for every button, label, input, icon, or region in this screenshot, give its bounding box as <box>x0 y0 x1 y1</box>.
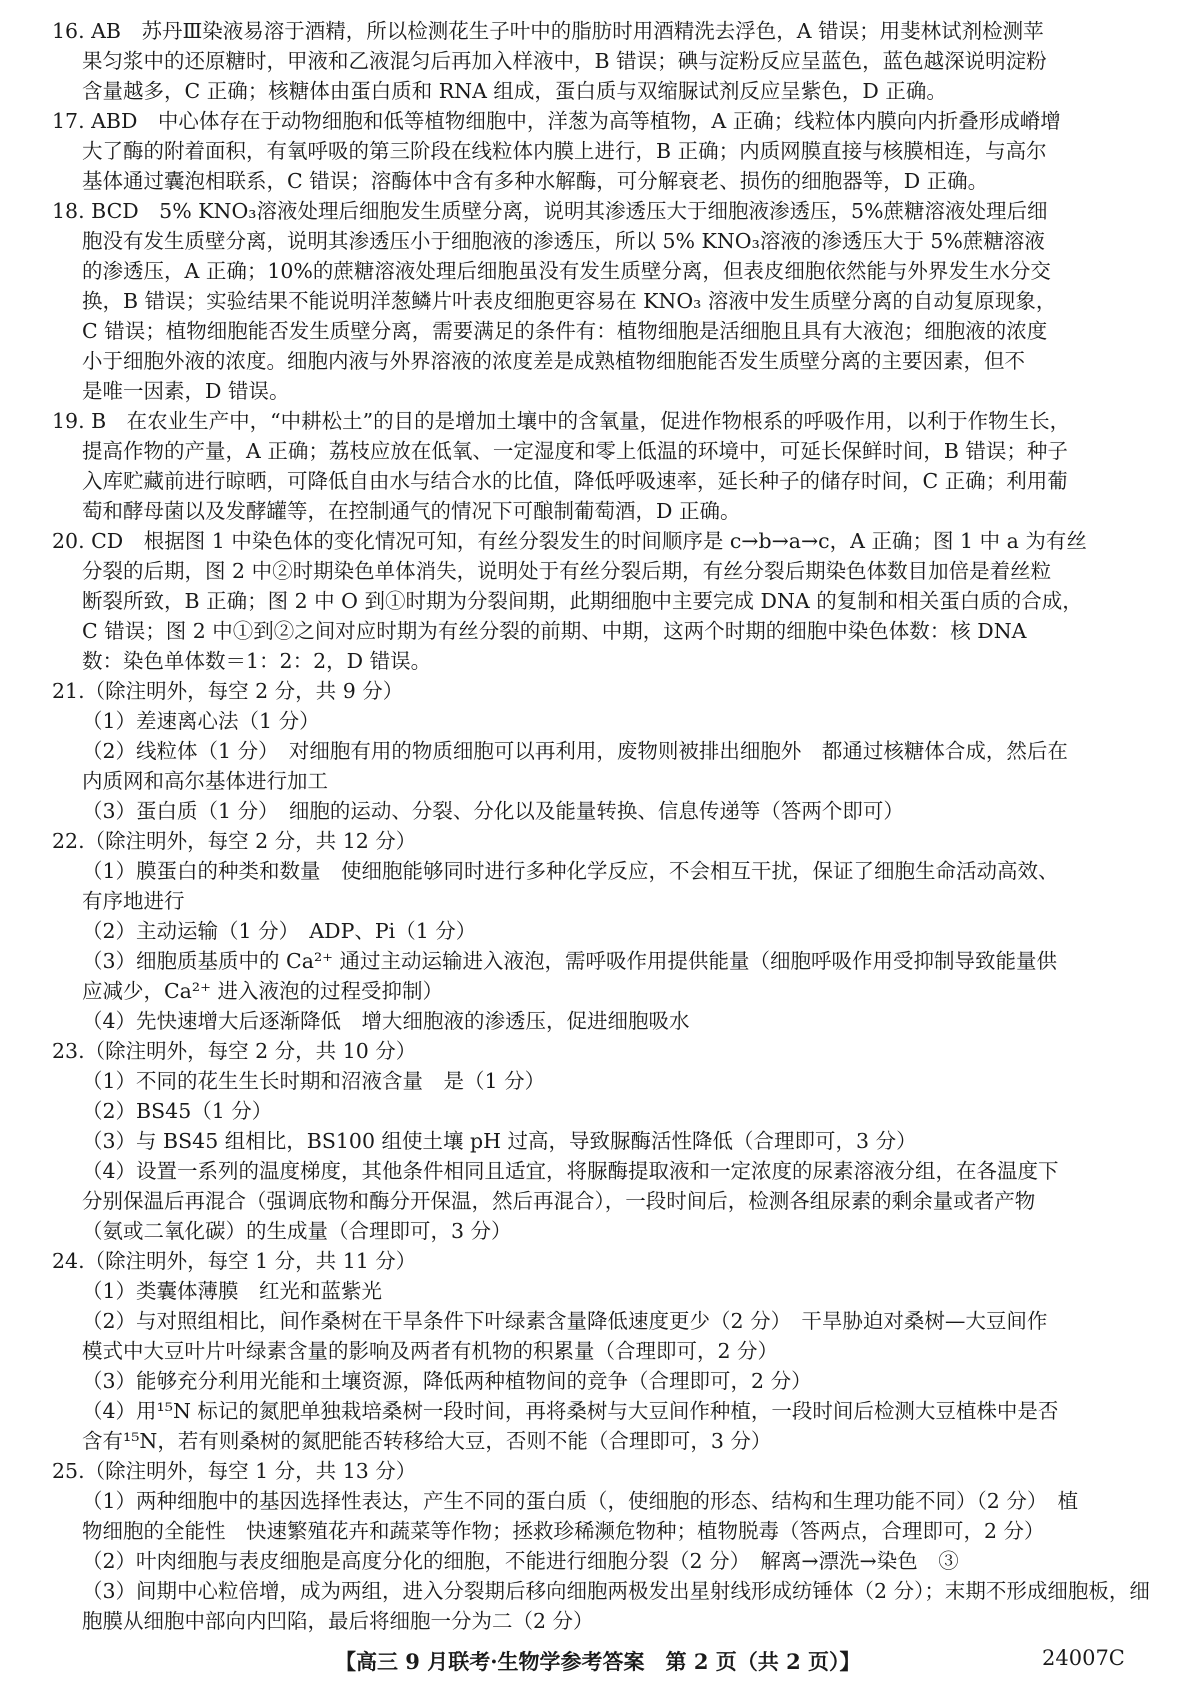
text-line: 数：染色单体数＝1：2：2，D 错误。 <box>82 649 432 673</box>
text-line: 胞没有发生质壁分离，说明其渗透压小于细胞液的渗透压，所以 5% KNO₃溶液的渗透压大于 5%蔗糖溶液 <box>82 229 1045 253</box>
text-line: 19. B 在农业生产中，“中耕松土”的目的是增加土壤中的含氧量，促进作物根系的呼吸作用，以利于作物生长， <box>52 409 1071 433</box>
text-line: （2）与对照组相比，间作桑树在干旱条件下叶绿素含量降低速度更少（2 分） 干旱胁迫对桑树—大豆间作 <box>82 1309 1048 1333</box>
footer-code: 24007C <box>1042 1646 1125 1670</box>
text-line: （2）叶肉细胞与表皮细胞是高度分化的细胞，不能进行细胞分裂（2 分） 解离→漂洗→染色 ③ <box>82 1549 959 1573</box>
text-line: 萄和酵母菌以及发酵罐等，在控制通气的情况下可酿制葡萄酒，D 正确。 <box>82 499 741 523</box>
text-line: 17. ABD 中心体存在于动物细胞和低等植物细胞中，洋葱为高等植物，A 正确；线粒体内膜向内折叠形成嵴增 <box>52 109 1061 133</box>
text-line: 24.（除注明外，每空 1 分，共 11 分） <box>52 1249 417 1273</box>
text-line: （3）能够充分利用光能和土壤资源，降低两种植物间的竞争（合理即可，2 分） <box>82 1369 812 1393</box>
text-line: 23.（除注明外，每空 2 分，共 10 分） <box>52 1039 417 1063</box>
text-line: 小于细胞外液的浓度。细胞内液与外界溶液的浓度差是成熟植物细胞能否发生质壁分离的主要因素，但不 <box>82 349 1025 373</box>
text-line: 入库贮藏前进行晾晒，可降低自由水与结合水的比值，降低呼吸速率，延长种子的储存时间，C 正确；利用葡 <box>82 469 1068 493</box>
text-line: 的渗透压，A 正确；10%的蔗糖溶液处理后细胞虽没有发生质壁分离，但表皮细胞依然能与外界发生水分交 <box>82 259 1051 283</box>
text-line: 含量越多，C 正确；核糖体由蛋白质和 RNA 组成，蛋白质与双缩脲试剂反应呈紫色，D 正确。 <box>82 79 947 103</box>
text-line: （3）与 BS45 组相比，BS100 组使土壤 pH 过高，导致脲酶活性降低（合理即可，3 分） <box>82 1129 917 1153</box>
text-line: 18. BCD 5% KNO₃溶液处理后细胞发生质壁分离，说明其渗透压大于细胞液渗透压，5%蔗糖溶液处理后细 <box>52 199 1048 223</box>
text-line: 胞膜从细胞中部向内凹陷，最后将细胞一分为二（2 分） <box>82 1609 594 1633</box>
text-line: （3）蛋白质（1 分） 细胞的运动、分裂、分化以及能量转换、信息传递等（答两个即可） <box>82 799 904 823</box>
text-line: （4）设置一系列的温度梯度，其他条件相同且适宜，将脲酶提取液和一定浓度的尿素溶液分组，在各温度下 <box>82 1159 1059 1183</box>
text-line: 含有¹⁵N，若有则桑树的氮肥能否转移给大豆，否则不能（合理即可，3 分） <box>82 1429 772 1453</box>
text-line: 分别保温后再混合（强调底物和酶分开保温，然后再混合），一段时间后，检测各组尿素的剩余量或者产物 <box>82 1189 1036 1213</box>
text-line: 果匀浆中的还原糖时，甲液和乙液混匀后再加入样液中，B 错误；碘与淀粉反应呈蓝色，蓝色越深说明淀粉 <box>82 49 1047 73</box>
text-line: 分裂的后期，图 2 中②时期染色单体消失，说明处于有丝分裂后期，有丝分裂后期染色体数目加倍是着丝粒 <box>82 559 1052 583</box>
text-line: 换，B 错误；实验结果不能说明洋葱鳞片叶表皮细胞更容易在 KNO₃ 溶液中发生质壁分离的自动复原现象， <box>82 289 1057 313</box>
text-line: C 错误；图 2 中①到②之间对应时期为有丝分裂的前期、中期，这两个时期的细胞中染色体数：核 DNA <box>82 619 1027 643</box>
text-line: （2）主动运输（1 分） ADP、Pi（1 分） <box>82 919 477 943</box>
text-line: （3）细胞质基质中的 Ca²⁺ 通过主动运输进入液泡，需呼吸作用提供能量（细胞呼吸作用受抑制导致能量供 <box>82 949 1058 973</box>
text-line: 有序地进行 <box>82 889 185 913</box>
text-line: 25.（除注明外，每空 1 分，共 13 分） <box>52 1459 417 1483</box>
text-line: （3）间期中心粒倍增，成为两组，进入分裂期后移向细胞两极发出星射线形成纺锤体（2 分）；末期不形成细胞板，细 <box>82 1579 1150 1603</box>
text-line: 是唯一因素，D 错误。 <box>82 379 290 403</box>
text-line: 基体通过囊泡相联系，C 错误；溶酶体中含有多种水解酶，可分解衰老、损伤的细胞器等，D 正确。 <box>82 169 989 193</box>
page-footer <box>0 1646 1200 1680</box>
footer-title: 【高三 9 月联考·生物学参考答案 第 2 页（共 2 页）】 <box>335 1649 861 1674</box>
text-line: 20. CD 根据图 1 中染色体的变化情况可知，有丝分裂发生的时间顺序是 c→b→a→c，A 正确；图 1 中 a 为有丝 <box>52 529 1087 553</box>
text-line: （1）类囊体薄膜 红光和蓝紫光 <box>82 1279 383 1303</box>
text-line: （2）线粒体（1 分） 对细胞有用的物质细胞可以再利用，废物则被排出细胞外 都通过核糖体合成，然后在 <box>82 739 1068 763</box>
text-line: （1）差速离心法（1 分） <box>82 709 320 733</box>
text-line: 断裂所致，B 正确；图 2 中 O 到①时期为分裂间期，此期细胞中主要完成 DNA 的复制和相关蛋白质的合成， <box>82 589 1083 613</box>
text-line: （4）先快速增大后逐渐降低 增大细胞液的渗透压，促进细胞吸水 <box>82 1009 690 1033</box>
text-line: 模式中大豆叶片叶绿素含量的影响及两者有机物的积累量（合理即可，2 分） <box>82 1339 779 1363</box>
text-line: 内质网和高尔基体进行加工 <box>82 769 328 793</box>
text-line: 物细胞的全能性 快速繁殖花卉和蔬菜等作物；拯救珍稀濒危物种；植物脱毒（答两点，合理即可，2 分） <box>82 1519 1045 1543</box>
text-line: （4）用¹⁵N 标记的氮肥单独栽培桑树一段时间，再将桑树与大豆间作种植，一段时间后检测大豆植株中是否 <box>82 1399 1059 1423</box>
text-line: （1）不同的花生生长时期和沼液含量 是（1 分） <box>82 1069 546 1093</box>
text-line: 大了酶的附着面积，有氧呼吸的第三阶段在线粒体内膜上进行，B 正确；内质网膜直接与核膜相连，与高尔 <box>82 139 1047 163</box>
text-line: 21.（除注明外，每空 2 分，共 9 分） <box>52 679 404 703</box>
text-line: （1）膜蛋白的种类和数量 使细胞能够同时进行多种化学反应，不会相互干扰，保证了细胞生命活动高效、 <box>82 859 1059 883</box>
text-line: 22.（除注明外，每空 2 分，共 12 分） <box>52 829 417 853</box>
text-line: 提高作物的产量，A 正确；荔枝应放在低氧、一定湿度和零上低温的环境中，可延长保鲜时间，B 错误；种子 <box>82 439 1068 463</box>
text-line: （氨或二氧化碳）的生成量（合理即可，3 分） <box>82 1219 512 1243</box>
text-line: 16. AB 苏丹Ⅲ染液易溶于酒精，所以检测花生子叶中的脂肪时用酒精洗去浮色，A 错误；用斐林试剂检测苹 <box>52 19 1044 43</box>
text-line: 应减少，Ca²⁺ 进入液泡的过程受抑制） <box>82 979 443 1003</box>
text-line: （1）两种细胞中的基因选择性表达，产生不同的蛋白质（，使细胞的形态、结构和生理功能不同）（2 分） 植 <box>82 1489 1079 1513</box>
text-line: （2）BS45（1 分） <box>82 1099 273 1123</box>
text-line: C 错误；植物细胞能否发生质壁分离，需要满足的条件有：植物细胞是活细胞且具有大液泡；细胞液的浓度 <box>82 319 1048 343</box>
